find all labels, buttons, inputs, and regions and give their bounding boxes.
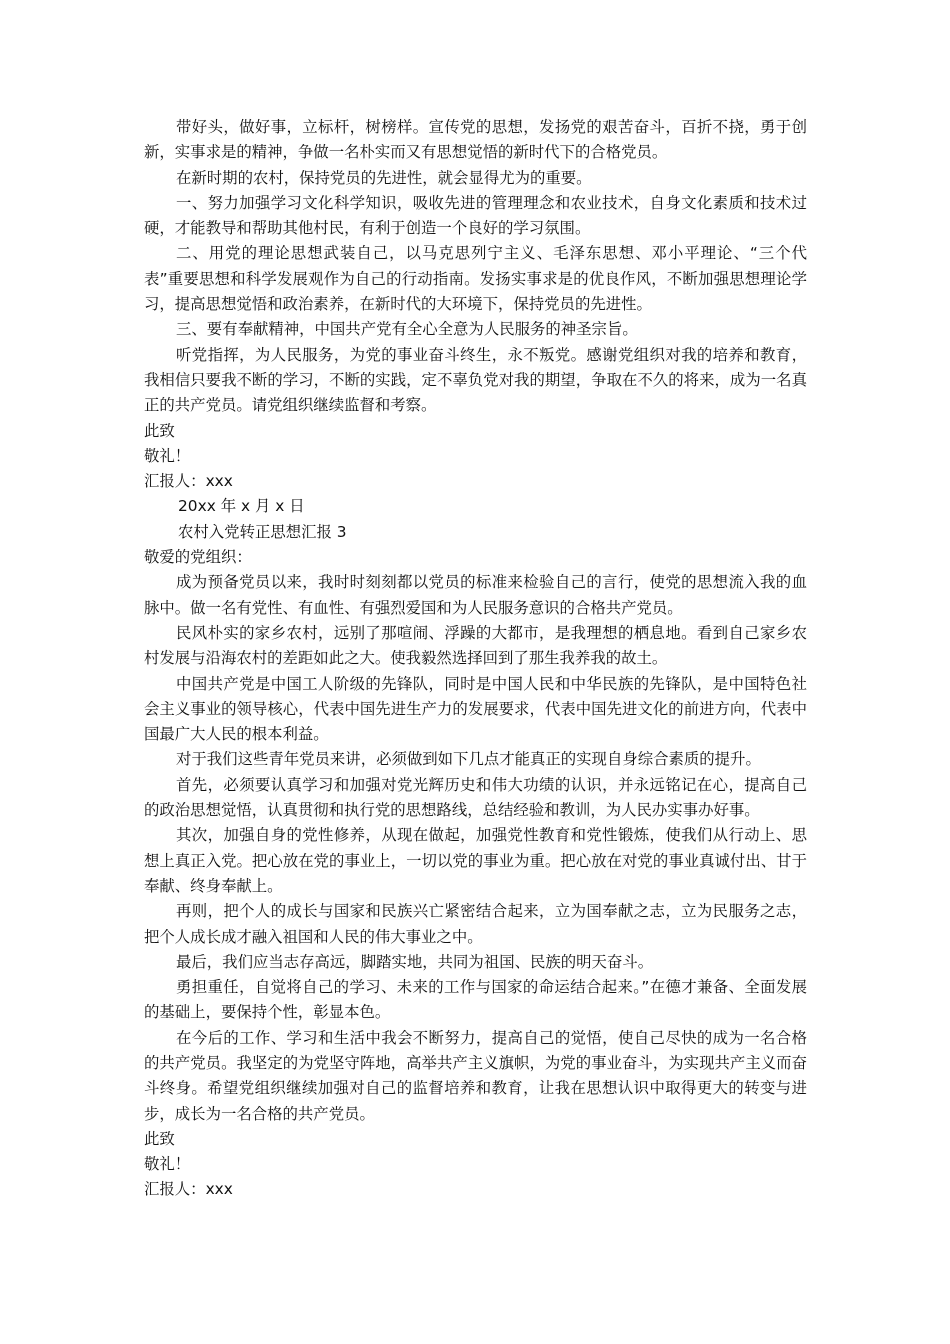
paragraph: 勇担重任，自觉将自己的学习、未来的工作与国家的命运结合起来。”在德才兼备、全面发展的基础上，要保持个性，彰显本色。	[144, 978, 807, 1022]
paragraph: 成为预备党员以来，我时时刻刻都以党员的标准来检验自己的言行，使党的思想流入我的血脉中。做一名有党性、有血性、有强烈爱国和为人民服务意识的合格共产党员。	[144, 573, 807, 617]
paragraph: 再则，把个人的成长与国家和民族兴亡紧密结合起来，立为国奉献之志，立为民服务之志，把个人成长成才融入祖国和人民的伟大事业之中。	[144, 902, 807, 946]
paragraph: 民风朴实的家乡农村，远别了那喧闹、浮躁的大都市，是我理想的栖息地。看到自己家乡农村发展与沿海农村的差距如此之大。使我毅然选择回到了那生我养我的故土。	[144, 623, 807, 668]
paragraph: 在今后的工作、学习和生活中我会不断努力，提高自己的觉悟，使自己尽快的成为一名合格的共产党员。我坚定的为党坚守阵地，高举共产主义旗帜，为党的事业奋斗，为实现共产主义而奋斗终身。希望党组织继续加强对自己的监督培养和教育，让我在思想认识中取得更大的转变与进步，成长为一名合格的共产党员。	[144, 1028, 807, 1123]
paragraph: 最后，我们应当志存高远，脚踏实地，共同为祖国、民族的明天奋斗。	[176, 952, 654, 971]
paragraph: 其次，加强自身的党性修养，从现在做起，加强党性教育和党性锻炼，使我们从行动上、思想上真正入党。把心放在党的事业上，一切以党的事业为重。把心放在对党的事业真诚付出、甘于奉献、终身奉献上。	[144, 826, 807, 895]
reporter-line: 汇报人：xxx	[144, 1180, 233, 1199]
paragraph: 首先，必须要认真学习和加强对党光辉历史和伟大功绩的认识，并永远铭记在心，提高自己的政治思想觉悟，认真贯彻和执行党的思想路线，总结经验和教训，为人民办实事办好事。	[144, 775, 807, 820]
paragraph: 听党指挥，为人民服务，为党的事业奋斗终生，永不叛党。感谢党组织对我的培养和教育，我相信只要我不断的学习，不断的实践，定不辜负党对我的期望，争取在不久的将来，成为一名真正的共产党员。请党组织继续监督和考察。	[144, 345, 807, 415]
greeting: 敬爱的党组织：	[144, 548, 252, 567]
reporter-line: 汇报人：xxx	[144, 472, 233, 491]
closing-salutation: 此致	[144, 421, 175, 440]
paragraph: 带好头，做好事，立标杆，树榜样。宣传党的思想，发扬党的艰苦奋斗，百折不挠，勇于创新，实事求是的精神，争做一名朴实而又有思想觉悟的新时代下的合格党员。	[144, 118, 807, 162]
closing-salute: 敬礼！	[144, 1155, 191, 1174]
closing-salute: 敬礼！	[144, 446, 191, 465]
paragraph: 对于我们这些青年党员来讲，必须做到如下几点才能真正的实现自身综合素质的提升。	[176, 750, 761, 769]
paragraph: 中国共产党是中国工人阶级的先锋队，同时是中国人民和中华民族的先锋队，是中国特色社会主义事业的领导核心，代表中国先进生产力的发展要求，代表中国先进文化的前进方向，代表中国最广大人民的根本利益。	[144, 674, 807, 744]
paragraph: 三、要有奉献精神，中国共产党有全心全意为人民服务的神圣宗旨。	[176, 320, 638, 339]
section-title: 农村入党转正思想汇报 3	[178, 522, 347, 541]
paragraph: 二、用党的理论思想武装自己，以马克思列宁主义、毛泽东思想、邓小平理论、“三个代表”重要思想和科学发展观作为自己的行动指南。发扬实事求是的优良作风，不断加强思想理论学习，提高思想觉悟和政治素养，在新时代的大环境下，保持党员的先进性。	[144, 244, 807, 314]
date-line: 20xx 年 x 月 x 日	[178, 497, 305, 516]
paragraph: 一、努力加强学习文化科学知识，吸收先进的管理理念和农业技术，自身文化素质和技术过硬，才能教导和帮助其他村民，有利于创造一个良好的学习氛围。	[144, 193, 807, 238]
closing-salutation: 此致	[144, 1129, 175, 1148]
paragraph: 在新时期的农村，保持党员的先进性，就会显得尤为的重要。	[176, 168, 592, 187]
